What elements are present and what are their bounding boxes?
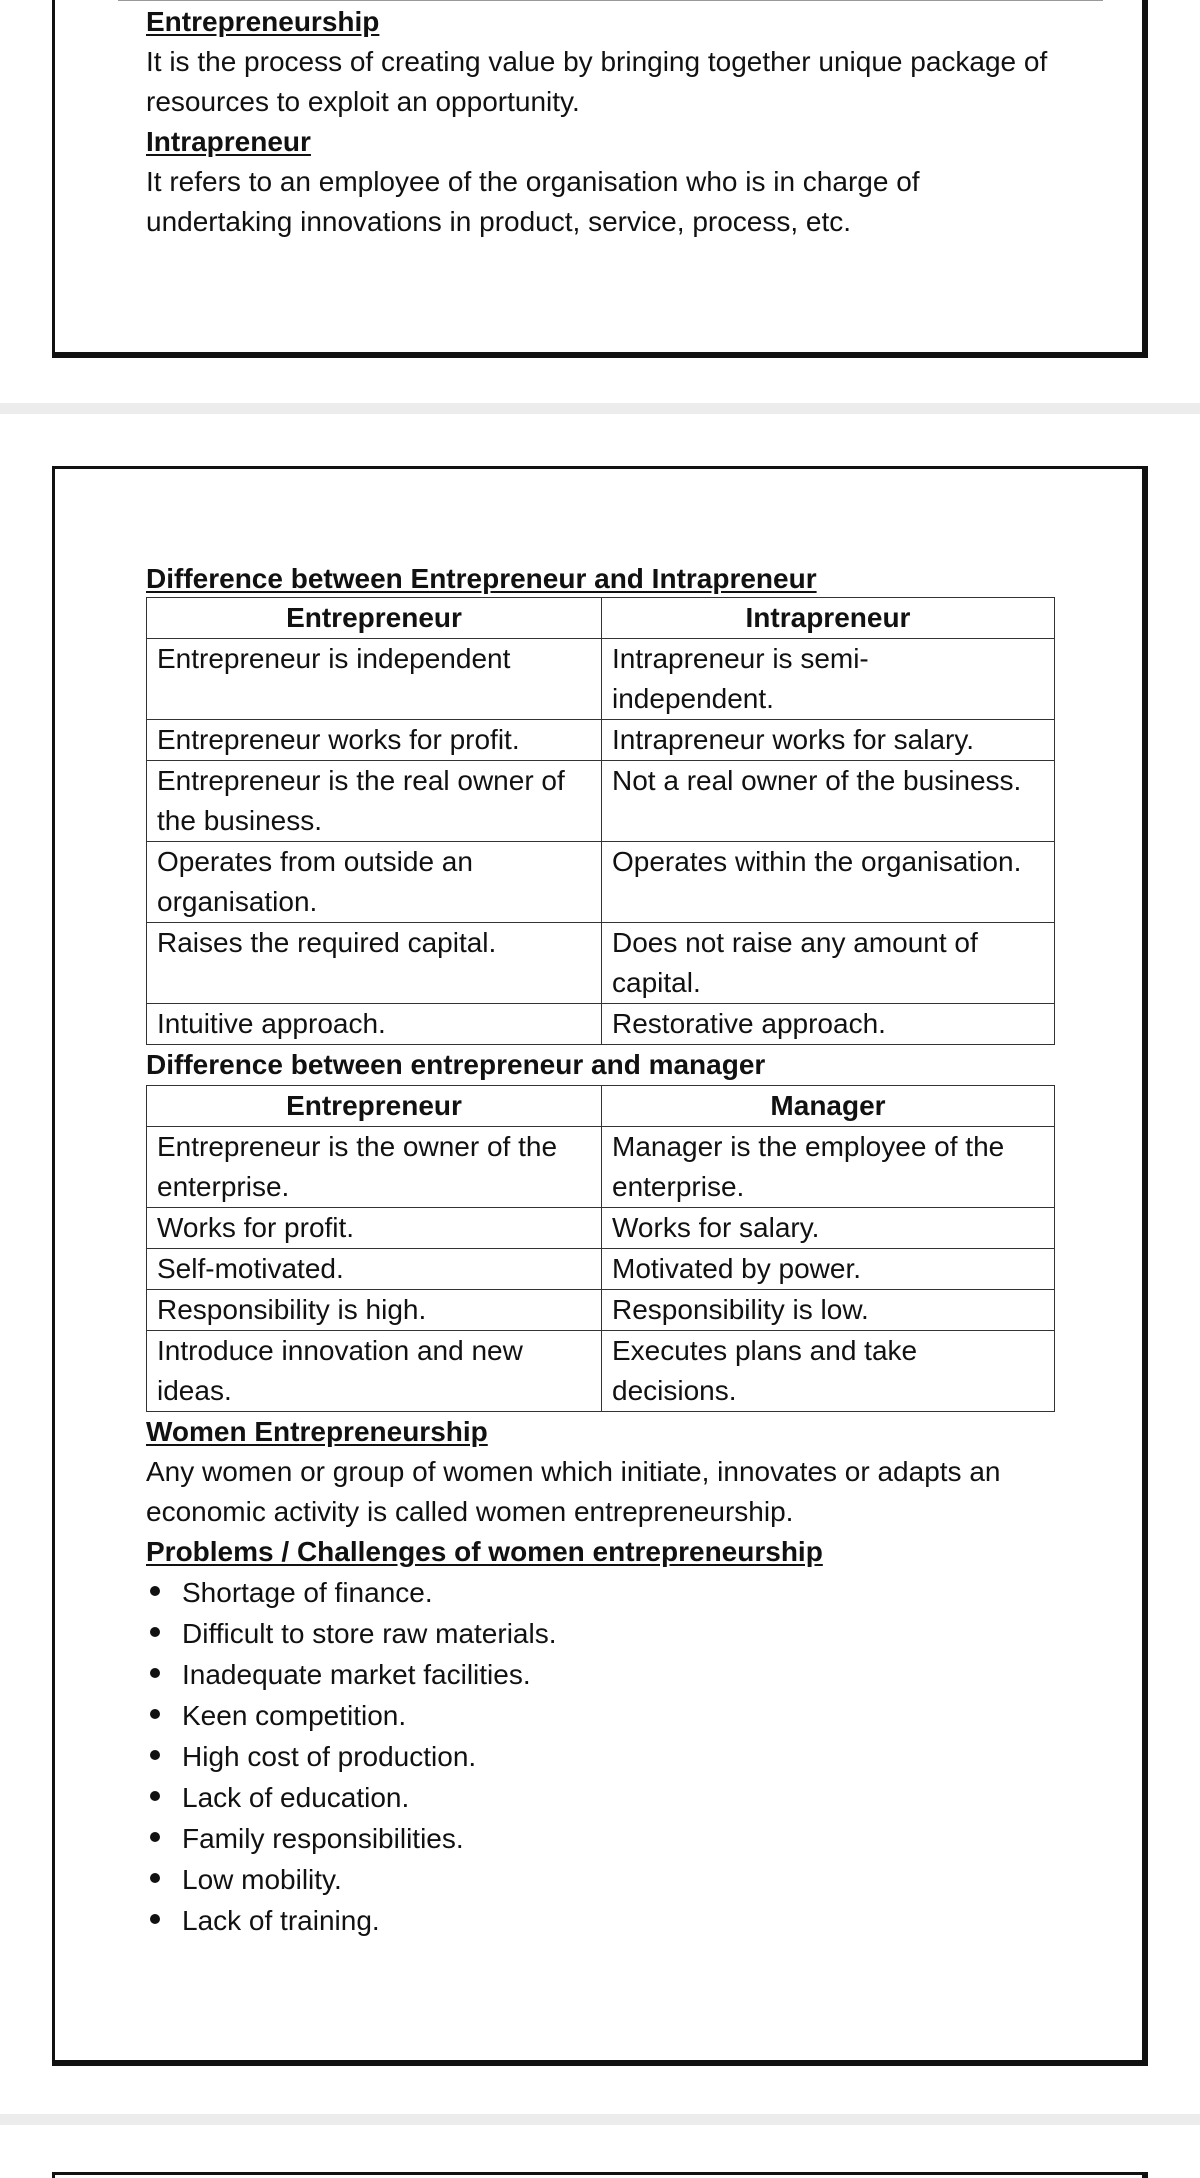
table-row bbox=[147, 1249, 1055, 1290]
bullet-icon bbox=[150, 1627, 160, 1637]
table1-title: Difference between Entrepreneur and Intrapreneur bbox=[146, 563, 817, 594]
table2-title: Difference between entrepreneur and manager bbox=[146, 1049, 766, 1080]
table-row bbox=[147, 639, 1055, 720]
table-header-cell: Entrepreneur bbox=[147, 1086, 602, 1127]
entrepreneurship-heading: Entrepreneurship bbox=[146, 6, 380, 37]
list-item bbox=[146, 1654, 1056, 1695]
list-item-text: High cost of production. bbox=[182, 1741, 477, 1772]
bullet-icon bbox=[150, 1586, 160, 1596]
document-page-3 bbox=[52, 2172, 1148, 2178]
table-cell: Does not raise any amount of capital. bbox=[602, 923, 1055, 1004]
list-item bbox=[146, 1777, 1056, 1818]
table-cell: Entrepreneur works for profit. bbox=[147, 720, 602, 761]
women-entrepreneurship-heading: Women Entrepreneurship bbox=[146, 1416, 488, 1447]
table-row bbox=[147, 923, 1055, 1004]
table-row bbox=[147, 761, 1055, 842]
list-item-text: Difficult to store raw materials. bbox=[182, 1618, 557, 1649]
list-item-text: Lack of training. bbox=[182, 1905, 380, 1936]
bullet-icon bbox=[150, 1791, 160, 1801]
list-item bbox=[146, 1613, 1056, 1654]
table-cell: Works for profit. bbox=[147, 1208, 602, 1249]
table-cell: Executes plans and take decisions. bbox=[602, 1331, 1055, 1412]
table-cell: Entrepreneur is the real owner of the business. bbox=[147, 761, 602, 842]
table-cell: Restorative approach. bbox=[602, 1004, 1055, 1045]
bullet-icon bbox=[150, 1873, 160, 1883]
entrepreneurship-definition: It is the process of creating value by bringing together unique package of resources to exploit an opportunity. bbox=[146, 46, 1048, 117]
table-cell: Raises the required capital. bbox=[147, 923, 602, 1004]
list-item bbox=[146, 1572, 1056, 1613]
page-gap bbox=[0, 2114, 1200, 2125]
table-row bbox=[147, 1331, 1055, 1412]
page-1-content bbox=[146, 2, 1056, 242]
table-cell: Intuitive approach. bbox=[147, 1004, 602, 1045]
intrapreneur-heading: Intrapreneur bbox=[146, 126, 311, 157]
table-cell: Motivated by power. bbox=[602, 1249, 1055, 1290]
challenges-heading: Problems / Challenges of women entrepreneurship bbox=[146, 1536, 823, 1567]
table-cell: Introduce innovation and new ideas. bbox=[147, 1331, 602, 1412]
table-cell: Intrapreneur is semi- independent. bbox=[602, 639, 1055, 720]
table-row bbox=[147, 1127, 1055, 1208]
page-gap bbox=[0, 403, 1200, 414]
entrepreneur-manager-table bbox=[146, 1085, 1055, 1412]
page-2-content bbox=[146, 561, 1056, 1941]
table-header-row bbox=[147, 1086, 1055, 1127]
list-item bbox=[146, 1818, 1056, 1859]
list-item-text: Lack of education. bbox=[182, 1782, 410, 1813]
list-item-text: Keen competition. bbox=[182, 1700, 407, 1731]
table-row bbox=[147, 1004, 1055, 1045]
list-item bbox=[146, 1859, 1056, 1900]
table-cell: Entrepreneur is independent bbox=[147, 639, 602, 720]
intrapreneur-definition: It refers to an employee of the organisation who is in charge of undertaking innovations in product, service, process, etc. bbox=[146, 166, 920, 237]
bullet-icon bbox=[150, 1668, 160, 1678]
table-cell: Operates from outside an organisation. bbox=[147, 842, 602, 923]
list-item bbox=[146, 1695, 1056, 1736]
table-cell: Intrapreneur works for salary. bbox=[602, 720, 1055, 761]
list-item bbox=[146, 1736, 1056, 1777]
list-item-text: Inadequate market facilities. bbox=[182, 1659, 531, 1690]
challenges-list bbox=[146, 1572, 1056, 1941]
table-row bbox=[147, 1208, 1055, 1249]
table-header-row bbox=[147, 598, 1055, 639]
table-row bbox=[147, 720, 1055, 761]
list-item bbox=[146, 1900, 1056, 1941]
table-header-cell: Manager bbox=[602, 1086, 1055, 1127]
table-header-cell: Intrapreneur bbox=[602, 598, 1055, 639]
table-cell: Works for salary. bbox=[602, 1208, 1055, 1249]
table-cell: Operates within the organisation. bbox=[602, 842, 1055, 923]
table-cell: Entrepreneur is the owner of the enterprise. bbox=[147, 1127, 602, 1208]
bullet-icon bbox=[150, 1832, 160, 1842]
bullet-icon bbox=[150, 1914, 160, 1924]
bullet-icon bbox=[150, 1709, 160, 1719]
bullet-icon bbox=[150, 1750, 160, 1760]
list-item-text: Shortage of finance. bbox=[182, 1577, 433, 1608]
table-row bbox=[147, 842, 1055, 923]
list-item-text: Low mobility. bbox=[182, 1864, 342, 1895]
entrepreneur-intrapreneur-table bbox=[146, 597, 1055, 1045]
page-rule bbox=[118, 0, 1103, 1]
table-header-cell: Entrepreneur bbox=[147, 598, 602, 639]
list-item-text: Family responsibilities. bbox=[182, 1823, 464, 1854]
table-cell: Self-motivated. bbox=[147, 1249, 602, 1290]
table-cell: Manager is the employee of the enterprise. bbox=[602, 1127, 1055, 1208]
table-cell: Responsibility is high. bbox=[147, 1290, 602, 1331]
women-entrepreneurship-definition: Any women or group of women which initiate, innovates or adapts an economic activity is called women entrepreneurship. bbox=[146, 1456, 1001, 1527]
table-row bbox=[147, 1290, 1055, 1331]
table-cell: Responsibility is low. bbox=[602, 1290, 1055, 1331]
table-cell: Not a real owner of the business. bbox=[602, 761, 1055, 842]
